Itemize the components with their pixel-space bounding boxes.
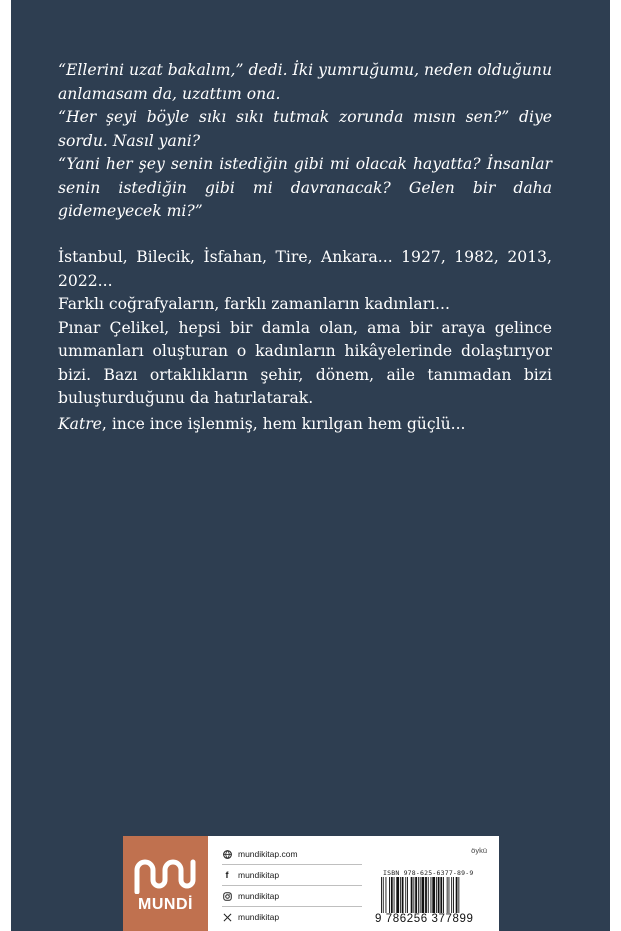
- barcode-bar: [422, 877, 425, 913]
- barcode-number: 9 786256 377899: [375, 913, 474, 925]
- book-title: Katre: [58, 415, 102, 433]
- barcode-bar: [447, 877, 448, 913]
- barcode-bar: [432, 877, 435, 913]
- barcode-bar: [425, 877, 427, 913]
- barcode-bar: [415, 877, 417, 913]
- barcode-bar: [386, 877, 387, 913]
- barcode-bar: [407, 877, 408, 913]
- x-handle: mundikitap: [238, 912, 280, 922]
- facebook-handle: mundikitap: [238, 870, 280, 880]
- globe-icon: [222, 849, 232, 859]
- barcode-bar: [396, 877, 399, 913]
- barcode-bar: [451, 877, 452, 913]
- barcode-bar: [389, 877, 390, 913]
- publisher-footer: [123, 836, 499, 931]
- barcode-bar: [438, 877, 440, 913]
- x-link[interactable]: [222, 907, 372, 927]
- barcode-bar: [405, 877, 406, 913]
- genre-label: öykü: [471, 846, 487, 855]
- tagline-text: , ince ince işlenmiş, hem kırılgan hem güçlü...: [101, 415, 466, 433]
- barcode-bar: [428, 877, 429, 913]
- quote-excerpt: [58, 59, 552, 224]
- social-links: [222, 844, 372, 927]
- isbn-text: ISBN 978-625-6377-89-9: [383, 869, 474, 877]
- facebook-icon: f: [225, 870, 229, 880]
- barcode-bar: [381, 877, 382, 913]
- website-link[interactable]: [222, 844, 372, 864]
- barcode-bar: [411, 877, 413, 913]
- book-description: [58, 246, 552, 411]
- description-paragraph: İstanbul, Bilecik, İsfahan, Tire, Ankara... 1927, 1982, 2013, 2022...: [58, 248, 552, 290]
- description-paragraph: Pınar Çelikel, hepsi bir damla olan, ama bir araya gelince ummanları oluşturan o kadınların hikâyelerinde dolaştırıyor bizi. Bazı ortaklıkların şehir, dönem, aile tanımadan bizi buluşturduğunu da hatırlatarak.: [58, 318, 552, 407]
- barcode: [381, 877, 493, 913]
- instagram-handle: mundikitap: [238, 891, 280, 901]
- barcode-bar: [418, 877, 419, 913]
- barcode-bar: [391, 877, 393, 913]
- description-paragraph: Farklı coğrafyaların, farklı zamanların kadınları...: [58, 295, 450, 313]
- barcode-bar: [383, 877, 384, 913]
- instagram-icon: [222, 891, 232, 901]
- barcode-bar: [449, 877, 450, 913]
- barcode-bar: [413, 877, 414, 913]
- publisher-name: MUNDİ: [138, 896, 193, 913]
- barcode-bar: [402, 877, 404, 913]
- quote-line: “Her şeyi böyle sıkı sıkı tutmak zorunda mısın sen?” diye sordu. Nasıl yani?: [58, 108, 552, 150]
- barcode-bar: [440, 877, 442, 913]
- barcode-bar: [400, 877, 401, 913]
- barcode-bar: [456, 877, 458, 913]
- barcode-bar: [458, 877, 459, 913]
- barcode-bar: [394, 877, 395, 913]
- publisher-logo: [123, 836, 208, 931]
- barcode-bar: [453, 877, 454, 913]
- tagline: [58, 413, 552, 437]
- barcode-bar: [443, 877, 444, 913]
- instagram-link[interactable]: [222, 886, 372, 906]
- barcode-bar: [420, 877, 421, 913]
- website-text: mundikitap.com: [238, 849, 298, 859]
- quote-line: “Ellerini uzat bakalım,” dedi. İki yumruğumu, neden olduğunu anlamasam da, uzattım ona.: [58, 61, 552, 103]
- barcode-bar: [436, 877, 437, 913]
- quote-line: “Yani her şey senin istediğin gibi mi olacak hayatta? İnsanlar senin istediğin gibi mi davranacak? Gelen bir daha gidemeyecek mi?”: [58, 155, 552, 220]
- barcode-bar: [431, 877, 432, 913]
- logo-mark-icon: [134, 858, 197, 894]
- x-icon: [222, 912, 232, 922]
- facebook-link[interactable]: [222, 865, 372, 885]
